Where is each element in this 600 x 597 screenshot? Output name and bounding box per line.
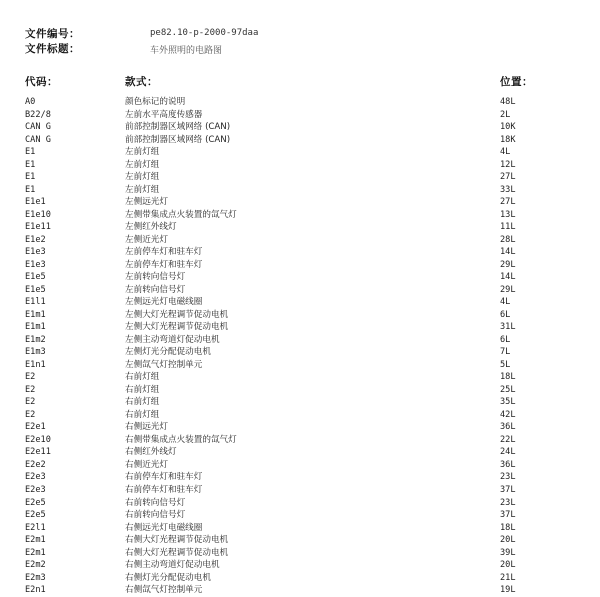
table-row [0, 346, 600, 359]
component-name[interactable]: 左前灯组 [125, 159, 160, 170]
component-position[interactable]: 20L [500, 535, 516, 546]
table-row [0, 159, 600, 172]
component-code[interactable]: E2e11 [25, 447, 51, 458]
table-row [0, 371, 600, 384]
table-row [0, 246, 600, 259]
component-code[interactable]: E2m2 [25, 560, 46, 571]
component-code[interactable]: E2l1 [25, 522, 46, 533]
component-position[interactable]: 14L [500, 247, 516, 258]
component-name[interactable]: 右前转向信号灯 [125, 510, 186, 521]
component-code[interactable]: E1e1 [25, 197, 46, 208]
component-position[interactable]: 31L [500, 322, 516, 333]
component-code[interactable]: E2e5 [25, 510, 46, 521]
table-row [0, 121, 600, 134]
table-row [0, 209, 600, 222]
component-position[interactable]: 23L [500, 497, 516, 508]
component-name[interactable]: 右侧氙气灯控制单元 [125, 585, 203, 596]
component-name[interactable]: 右侧主动弯道灯促动电机 [125, 560, 220, 571]
component-position[interactable]: 28L [500, 234, 516, 245]
table-row [0, 284, 600, 297]
component-position[interactable]: 23L [500, 472, 516, 483]
component-name[interactable]: 右前停车灯和驻车灯 [125, 484, 203, 495]
component-code[interactable]: E1e2 [25, 234, 46, 245]
component-position[interactable]: 37L [500, 484, 516, 495]
table-row [0, 146, 600, 159]
component-code[interactable]: E1e5 [25, 272, 46, 283]
component-position[interactable]: 36L [500, 459, 516, 470]
table-row [0, 484, 600, 497]
component-position[interactable]: 6L [500, 334, 511, 345]
component-name[interactable]: 右前灯组 [125, 384, 160, 395]
component-position[interactable]: 13L [500, 209, 516, 220]
component-code[interactable]: E1e3 [25, 247, 46, 258]
component-position[interactable]: 10K [500, 122, 516, 133]
component-code[interactable]: E2e2 [25, 459, 46, 470]
component-position[interactable]: 37L [500, 510, 516, 521]
component-name[interactable]: 左前停车灯和驻车灯 [125, 259, 203, 270]
component-position[interactable]: 4L [500, 147, 511, 158]
component-position[interactable]: 27L [500, 197, 516, 208]
table-row [0, 296, 600, 309]
table-row [0, 534, 600, 547]
component-name[interactable]: 左侧大灯光程调节促动电机 [125, 309, 229, 320]
component-position[interactable]: 19L [500, 585, 516, 596]
component-name[interactable]: 右侧远光灯 [125, 422, 168, 433]
component-code[interactable]: E2 [25, 372, 36, 383]
component-position[interactable]: 12L [500, 159, 516, 170]
component-code[interactable]: E2m3 [25, 572, 46, 583]
component-name[interactable]: 左前灯组 [125, 147, 160, 158]
component-name[interactable]: 右前灯组 [125, 372, 160, 383]
doc-number-label: 文件编号： [25, 28, 80, 40]
table-row [0, 171, 600, 184]
component-position[interactable]: 18K [500, 134, 516, 145]
table-row [0, 384, 600, 397]
component-code[interactable]: E1m1 [25, 309, 46, 320]
doc-title-label: 文件标题： [25, 43, 80, 55]
component-position[interactable]: 6L [500, 309, 511, 320]
table-row [0, 522, 600, 535]
table-row [0, 497, 600, 510]
component-name[interactable]: 左侧灯光分配促动电机 [125, 347, 211, 358]
table-row [0, 559, 600, 572]
component-code[interactable]: E2n1 [25, 585, 46, 596]
component-code[interactable]: E1 [25, 159, 36, 170]
component-name[interactable]: 右侧近光灯 [125, 459, 168, 470]
table-row [0, 134, 600, 147]
component-name[interactable]: 左前转向信号灯 [125, 284, 186, 295]
table-row [0, 421, 600, 434]
component-code[interactable]: E1m1 [25, 322, 46, 333]
table-row [0, 96, 600, 109]
component-name[interactable]: 颜色标记的说明 [125, 97, 186, 107]
component-position[interactable]: 2L [500, 109, 511, 120]
component-code[interactable]: E2e3 [25, 484, 46, 495]
component-code[interactable]: CAN G [25, 122, 51, 133]
doc-number-value: pe82.10-p-2000-97daa [150, 28, 259, 38]
table-row [0, 109, 600, 122]
component-position[interactable]: 4L [500, 297, 511, 308]
table-row [0, 359, 600, 372]
component-code[interactable]: E2m1 [25, 547, 46, 558]
component-name[interactable]: 左侧氙气灯控制单元 [125, 359, 203, 370]
component-code[interactable]: E1e11 [25, 222, 51, 233]
component-position[interactable]: 18L [500, 372, 516, 383]
component-name[interactable]: 左前灯组 [125, 172, 160, 183]
component-code[interactable]: E1e5 [25, 284, 46, 295]
component-name[interactable]: 左前水平高度传感器 [125, 109, 203, 120]
component-name[interactable]: 左前转向信号灯 [125, 272, 186, 283]
component-code[interactable]: CAN G [25, 134, 51, 145]
component-name[interactable]: 左前灯组 [125, 184, 160, 195]
component-position[interactable]: 29L [500, 259, 516, 270]
component-position[interactable]: 35L [500, 397, 516, 408]
component-code[interactable]: E2e5 [25, 497, 46, 508]
component-code[interactable]: E1 [25, 172, 36, 183]
component-code[interactable]: E1e3 [25, 259, 46, 270]
component-position[interactable]: 24L [500, 447, 516, 458]
component-position[interactable]: 11L [500, 222, 516, 233]
component-code[interactable]: E1e10 [25, 209, 51, 220]
component-name[interactable]: 左侧大灯光程调节促动电机 [125, 322, 229, 333]
component-position[interactable]: 5L [500, 359, 511, 370]
component-position[interactable]: 21L [500, 572, 516, 583]
table-row [0, 471, 600, 484]
component-code[interactable]: E2m1 [25, 535, 46, 546]
table-row [0, 221, 600, 234]
component-name[interactable]: 右侧灯光分配促动电机 [125, 572, 211, 583]
component-name[interactable]: 左侧远光灯 [125, 197, 168, 208]
component-name[interactable]: 左侧主动弯道灯促动电机 [125, 334, 220, 345]
component-name[interactable]: 左侧红外线灯 [125, 222, 177, 233]
component-code[interactable]: E1l1 [25, 297, 46, 308]
component-position[interactable]: 14L [500, 272, 516, 283]
component-name[interactable]: 左侧近光灯 [125, 234, 168, 245]
table-row [0, 459, 600, 472]
table-row [0, 321, 600, 334]
component-code[interactable]: A0 [25, 97, 36, 107]
component-name[interactable]: 右侧远光灯电磁线圈 [125, 522, 203, 533]
component-position[interactable]: 27L [500, 172, 516, 183]
component-name[interactable]: 前部控制器区域网络 (CAN) [125, 122, 231, 133]
component-code[interactable]: E1n1 [25, 359, 46, 370]
component-position[interactable]: 33L [500, 184, 516, 195]
component-name[interactable]: 右侧大灯光程调节促动电机 [125, 535, 229, 546]
table-row [0, 572, 600, 585]
component-name[interactable]: 左前停车灯和驻车灯 [125, 247, 203, 258]
component-position[interactable]: 18L [500, 522, 516, 533]
table-row [0, 259, 600, 272]
table-row [0, 396, 600, 409]
component-code[interactable]: E2e3 [25, 472, 46, 483]
table-row [0, 271, 600, 284]
component-list [0, 96, 600, 597]
table-row [0, 196, 600, 209]
component-code[interactable]: E2 [25, 384, 36, 395]
table-row [0, 547, 600, 560]
component-position[interactable]: 39L [500, 547, 516, 558]
component-name[interactable]: 右前灯组 [125, 397, 160, 408]
component-position[interactable]: 20L [500, 560, 516, 571]
component-code[interactable]: E1 [25, 147, 36, 158]
component-code[interactable]: E1m2 [25, 334, 46, 345]
component-name[interactable]: 右侧带集成点火装置的氙气灯 [125, 434, 237, 445]
table-row [0, 434, 600, 447]
table-row [0, 334, 600, 347]
component-position[interactable]: 48L [500, 97, 516, 107]
component-position[interactable]: 22L [500, 434, 516, 445]
component-code[interactable]: E1 [25, 184, 36, 195]
component-name[interactable]: 右前转向信号灯 [125, 497, 186, 508]
component-code[interactable]: E2 [25, 409, 36, 420]
component-name[interactable]: 右侧大灯光程调节促动电机 [125, 547, 229, 558]
component-code[interactable]: B22/8 [25, 109, 51, 120]
component-name[interactable]: 左侧带集成点火装置的氙气灯 [125, 209, 237, 220]
component-code[interactable]: E1m3 [25, 347, 46, 358]
component-position[interactable]: 36L [500, 422, 516, 433]
component-code[interactable]: E2e1 [25, 422, 46, 433]
column-header-code: 代码： [25, 76, 58, 88]
component-position[interactable]: 7L [500, 347, 511, 358]
component-name[interactable]: 前部控制器区域网络 (CAN) [125, 134, 231, 145]
table-row [0, 409, 600, 422]
component-code[interactable]: E2 [25, 397, 36, 408]
column-header-position: 位置： [500, 76, 533, 88]
column-header-name: 款式： [125, 76, 158, 88]
table-row [0, 446, 600, 459]
component-code[interactable]: E2e10 [25, 434, 51, 445]
component-name[interactable]: 左侧远光灯电磁线圈 [125, 297, 203, 308]
component-position[interactable]: 29L [500, 284, 516, 295]
table-row [0, 184, 600, 197]
table-row [0, 509, 600, 522]
doc-title-value: 车外照明的电路图 [150, 46, 223, 56]
table-row [0, 309, 600, 322]
component-position[interactable]: 25L [500, 384, 516, 395]
component-name[interactable]: 右前灯组 [125, 409, 160, 420]
table-row [0, 234, 600, 247]
component-name[interactable]: 右侧红外线灯 [125, 447, 177, 458]
component-name[interactable]: 右前停车灯和驻车灯 [125, 472, 203, 483]
component-position[interactable]: 42L [500, 409, 516, 420]
